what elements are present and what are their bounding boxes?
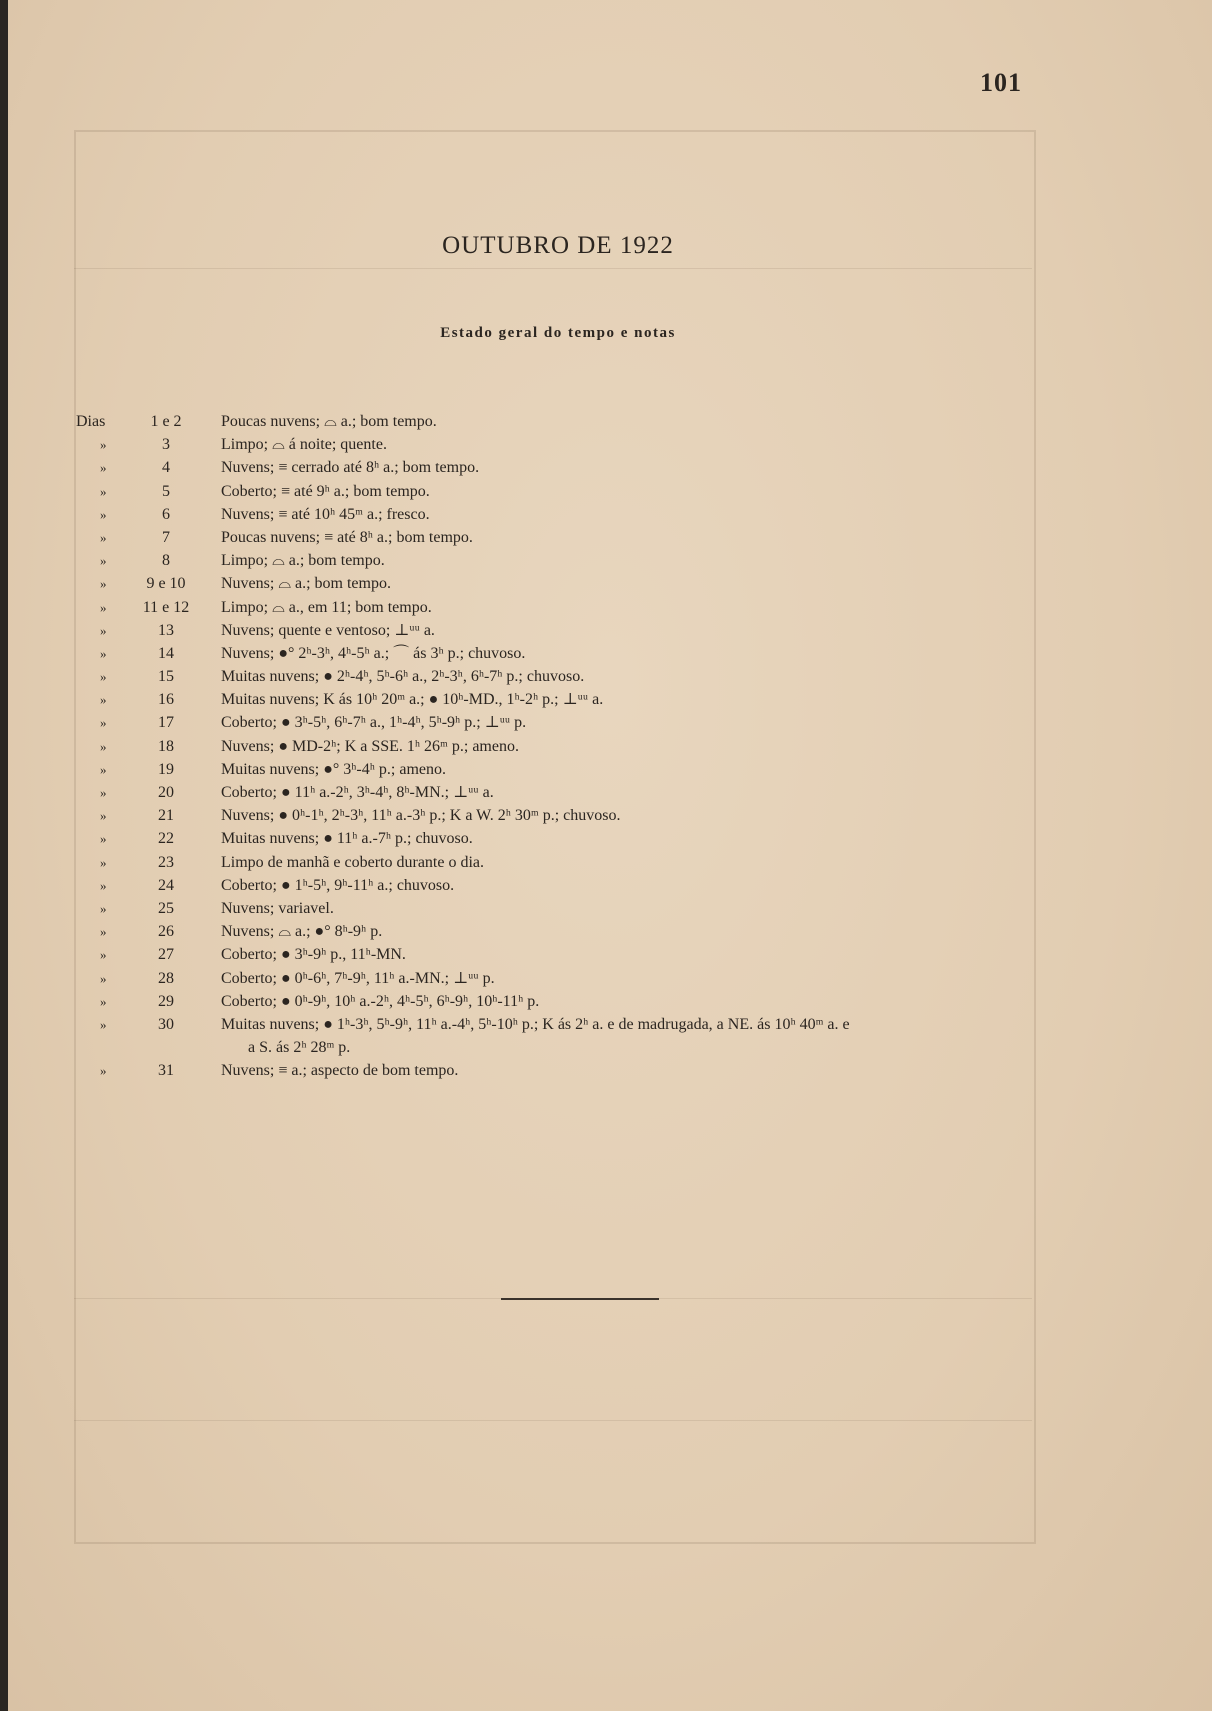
entry-day: 26 [158,923,174,941]
entry-day: 16 [158,691,174,709]
ditto-mark: » [100,669,107,685]
list-item [8,758,1212,781]
list-item [8,851,1212,874]
entry-text: Coberto; ● 3ʰ-5ʰ, 6ʰ-7ʰ a., 1ʰ-4ʰ, 5ʰ-9ʰ p.; ⊥ᵘᵘ p. [221,714,527,732]
list-item [8,897,1212,920]
entry-day: 14 [158,644,174,662]
ditto-mark: » [100,576,107,592]
entry-text-continuation: a S. ás 2ʰ 28ᵐ p. [248,1039,351,1057]
entry-text: Muitas nuvens; K ás 10ʰ 20ᵐ a.; ● 10ʰ-MD., 1ʰ-2ʰ p.; ⊥ᵘᵘ a. [221,691,604,709]
list-item [8,410,1212,433]
list-item [8,1013,1212,1036]
entry-day: 23 [158,853,174,871]
ditto-mark: » [100,970,107,986]
ditto-mark: » [100,506,107,522]
weather-entries-list [8,410,1212,1082]
page-number: 101 [980,68,1022,97]
bleed-through-line [74,1420,1032,1421]
ditto-mark: » [100,715,107,731]
entry-day: 24 [158,876,174,894]
list-item [8,456,1212,479]
list-item [8,1059,1212,1082]
list-item [8,549,1212,572]
entry-day: 1 e 2 [150,413,182,430]
ditto-mark: » [100,808,107,824]
entry-text: Nuvens; ⌓ a.; ●° 8ʰ-9ʰ p. [221,923,383,941]
section-title: Estado geral do tempo e notas [440,325,676,341]
list-item [8,967,1212,990]
list-item [8,665,1212,688]
entry-day: 18 [158,737,174,755]
list-item [8,920,1212,943]
entry-day: 5 [162,482,170,500]
list-item [8,433,1212,456]
entry-day: 4 [162,459,170,477]
entry-day: 28 [158,969,174,987]
entry-day: 9 e 10 [146,575,186,593]
list-item [8,990,1212,1013]
ditto-mark: » [100,761,107,777]
entry-day: 27 [158,946,174,964]
entry-text: Coberto; ● 3ʰ-9ʰ p., 11ʰ-MN. [221,946,406,964]
entry-text: Limpo; ⌓ a.; bom tempo. [221,552,385,570]
ditto-mark: » [100,854,107,870]
entry-day: 3 [162,436,170,454]
entry-text: Coberto; ● 0ʰ-6ʰ, 7ʰ-9ʰ, 11ʰ a.-MN.; ⊥ᵘᵘ p. [221,969,495,987]
entry-text: Nuvens; ● 0ʰ-1ʰ, 2ʰ-3ʰ, 11ʰ a.-3ʰ p.; K a W. 2ʰ 30ᵐ p.; chuvoso. [221,807,621,825]
list-item [8,943,1212,966]
entry-text: Nuvens; ≡ a.; aspecto de bom tempo. [221,1062,459,1080]
entry-day: 25 [158,899,174,917]
entry-day: 15 [158,668,174,686]
entry-text: Nuvens; ≡ até 10ʰ 45ᵐ a.; fresco. [221,505,430,523]
entry-text: Nuvens; ● MD-2ʰ; K a SSE. 1ʰ 26ᵐ p.; ameno. [221,737,519,755]
bleed-through-line [74,268,1032,269]
entry-text: Limpo; ⌓ á noite; quente. [221,436,387,454]
entry-text: Coberto; ● 0ʰ-9ʰ, 10ʰ a.-2ʰ, 4ʰ-5ʰ, 6ʰ-9ʰ, 10ʰ-11ʰ p. [221,992,540,1010]
ditto-mark: » [100,993,107,1009]
list-item [8,688,1212,711]
list-item [8,480,1212,503]
ditto-mark: » [100,1016,107,1032]
list-item [8,781,1212,804]
ditto-mark: » [100,900,107,916]
entry-text: Poucas nuvens; ⌓ a.; bom tempo. [221,413,437,430]
ditto-mark: » [100,553,107,569]
entry-text: Muitas nuvens; ● 11ʰ a.-7ʰ p.; chuvoso. [221,830,473,848]
entry-text: Nuvens; ⌓ a.; bom tempo. [221,575,391,593]
entry-day: 17 [158,714,174,732]
entry-text: Limpo de manhã e coberto durante o dia. [221,853,485,871]
list-item [8,572,1212,595]
entry-day: 13 [158,621,174,639]
list-item [8,735,1212,758]
entry-text: Nuvens; ●° 2ʰ-3ʰ, 4ʰ-5ʰ a.; ⌒ ás 3ʰ p.; chuvoso. [221,644,526,662]
list-item [8,526,1212,549]
entry-text: Coberto; ≡ até 9ʰ a.; bom tempo. [221,482,430,500]
entry-day: 29 [158,992,174,1010]
entry-day: 21 [158,807,174,825]
entry-day: 19 [158,760,174,778]
ditto-mark: » [100,437,107,453]
entry-day: 22 [158,830,174,848]
entry-day: 11 e 12 [142,598,190,616]
ditto-mark: » [100,785,107,800]
ditto-mark: » [100,831,107,847]
list-item [8,711,1212,734]
entry-text: Muitas nuvens; ●° 3ʰ-4ʰ p.; ameno. [221,760,446,778]
dias-label: Dias [76,413,106,430]
entry-day: 30 [158,1015,174,1033]
closing-rule [501,1298,659,1300]
entry-text: Muitas nuvens; ● 2ʰ-4ʰ, 5ʰ-6ʰ a., 2ʰ-3ʰ, 6ʰ-7ʰ p.; chuvoso. [221,668,585,686]
ditto-mark: » [100,529,107,545]
ditto-mark: » [100,622,107,638]
ditto-mark: » [100,645,107,661]
ditto-mark: » [100,924,107,940]
list-item [8,619,1212,642]
ditto-mark: » [100,1063,107,1079]
ditto-mark: » [100,483,107,499]
entry-day: 7 [162,528,170,546]
entry-text: Coberto; ● 1ʰ-5ʰ, 9ʰ-11ʰ a.; chuvoso. [221,876,455,894]
list-item [8,503,1212,526]
list-item-continuation [8,1036,1212,1059]
ditto-mark: » [100,877,107,893]
entry-text: Poucas nuvens; ≡ até 8ʰ a.; bom tempo. [221,528,473,546]
entry-text: Muitas nuvens; ● 1ʰ-3ʰ, 5ʰ-9ʰ, 11ʰ a.-4ʰ, 5ʰ-10ʰ p.; K ás 2ʰ a. e de madrugada, a NE. ás 10ʰ 40ᵐ a. e [221,1015,850,1033]
ditto-mark: » [100,460,107,476]
list-item [8,596,1212,619]
entry-day: 31 [158,1062,174,1080]
entry-text: Nuvens; variavel. [221,899,334,917]
list-item [8,804,1212,827]
entry-day: 6 [162,505,170,523]
ditto-mark: » [100,738,107,754]
list-item [8,642,1212,665]
entry-day: 20 [158,784,174,801]
list-item [8,827,1212,850]
entry-text: Limpo; ⌓ a., em 11; bom tempo. [221,598,432,616]
entry-day: 8 [162,552,170,570]
ditto-mark: » [100,947,107,963]
month-title: OUTUBRO DE 1922 [442,232,674,259]
list-item [8,874,1212,897]
entry-text: Coberto; ● 11ʰ a.-2ʰ, 3ʰ-4ʰ, 8ʰ-MN.; ⊥ᵘᵘ a. [221,784,494,801]
entry-text: Nuvens; ≡ cerrado até 8ʰ a.; bom tempo. [221,459,480,477]
document-page [8,0,1212,1711]
ditto-mark: » [100,692,107,708]
entry-text: Nuvens; quente e ventoso; ⊥ᵘᵘ a. [221,621,435,639]
ditto-mark: » [100,599,107,615]
